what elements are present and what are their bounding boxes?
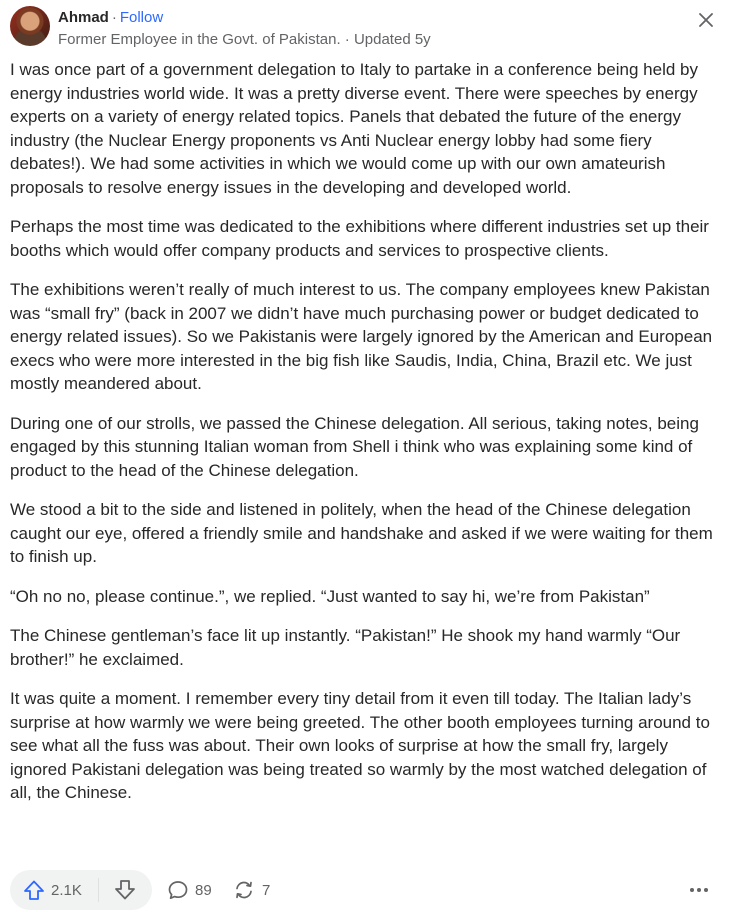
answer-paragraph: Perhaps the most time was dedicated to the exhibitions where different industries set up their booths which would offer company products and services to prospective clients.	[10, 217, 709, 260]
follow-button[interactable]: Follow	[119, 9, 164, 26]
share-button[interactable]	[232, 870, 270, 910]
comment-bubble-icon	[167, 879, 189, 901]
comment-button[interactable]	[167, 870, 212, 910]
answer-paragraph: I was once part of a government delegation to Italy to partake in a conference being held by energy industries world wide. It was a pretty diverse event. There were speeches by energy experts on a variety of energy related topics. Panels that debated the future of the energy industry (the Nuclear Energy proponents vs Anti Nuclear energy lobby had some fiery debates!). We had some activities in which we would come up with our own amateurish proposals to resolve energy issues in the developing and developed world.	[10, 60, 698, 197]
answer-paragraph: It was quite a moment. I remember every tiny detail from it even till today. The Italian lady’s surprise at how warmly we were being greeted. The other booth employees turning around to see what all the fuss was about. Their own looks of surprise at how the small fry, largely ignored Pakistani delegation was being treated so warmly by the most watched delegation of all, the Chinese.	[10, 689, 710, 802]
close-icon	[699, 13, 713, 27]
vote-pill	[10, 870, 152, 910]
answer-paragraph: The Chinese gentleman’s face lit up instantly. “Pakistan!” He shook my hand warmly “Our brother!” he exclaimed.	[10, 626, 681, 669]
author-name[interactable]: Ahmad	[58, 9, 109, 26]
author-line	[58, 8, 163, 28]
answer-header	[10, 4, 730, 50]
answer-paragraph: “Oh no no, please continue.”, we replied. “Just wanted to say hi, we’re from Pakistan”	[10, 586, 650, 606]
answer-paragraph: The exhibitions weren’t really of much interest to us. The company employees knew Pakistan was “small fry” (back in 2007 we didn’t have much purchasing power or budget dedicated to energy related issues). So we Pakistanis were largely ignored by the American and European execs who were more interested in the big fish like Saudis, India, China, Brazil etc. We just mostly meandered about.	[10, 280, 713, 393]
separator-dot: ·	[111, 9, 117, 26]
share-cycle-icon	[232, 879, 256, 901]
action-bar	[10, 868, 720, 912]
comment-count: 89	[195, 881, 212, 899]
upvote-arrow-icon	[23, 879, 45, 901]
author-credential: Former Employee in the Govt. of Pakistan. · Updated 5y	[58, 31, 431, 48]
more-options-button[interactable]	[684, 870, 714, 910]
close-button[interactable]	[694, 8, 718, 32]
answer-body	[10, 58, 722, 821]
downvote-button[interactable]	[99, 870, 152, 910]
downvote-arrow-icon	[114, 879, 136, 901]
upvote-count: 2.1K	[51, 881, 82, 899]
more-dots-icon	[689, 887, 709, 893]
avatar[interactable]	[10, 6, 50, 46]
answer-paragraph: We stood a bit to the side and listened in politely, when the head of the Chinese delegation caught our eye, offered a friendly smile and handshake and asked if we were waiting for them to finish up.	[10, 500, 713, 566]
answer-paragraph: During one of our strolls, we passed the Chinese delegation. All serious, taking notes, being engaged by this stunning Italian woman from Shell i think who was explaining some kind of product to the head of the Chinese delegation.	[10, 413, 699, 480]
share-count: 7	[262, 881, 271, 899]
upvote-button[interactable]	[10, 870, 98, 910]
